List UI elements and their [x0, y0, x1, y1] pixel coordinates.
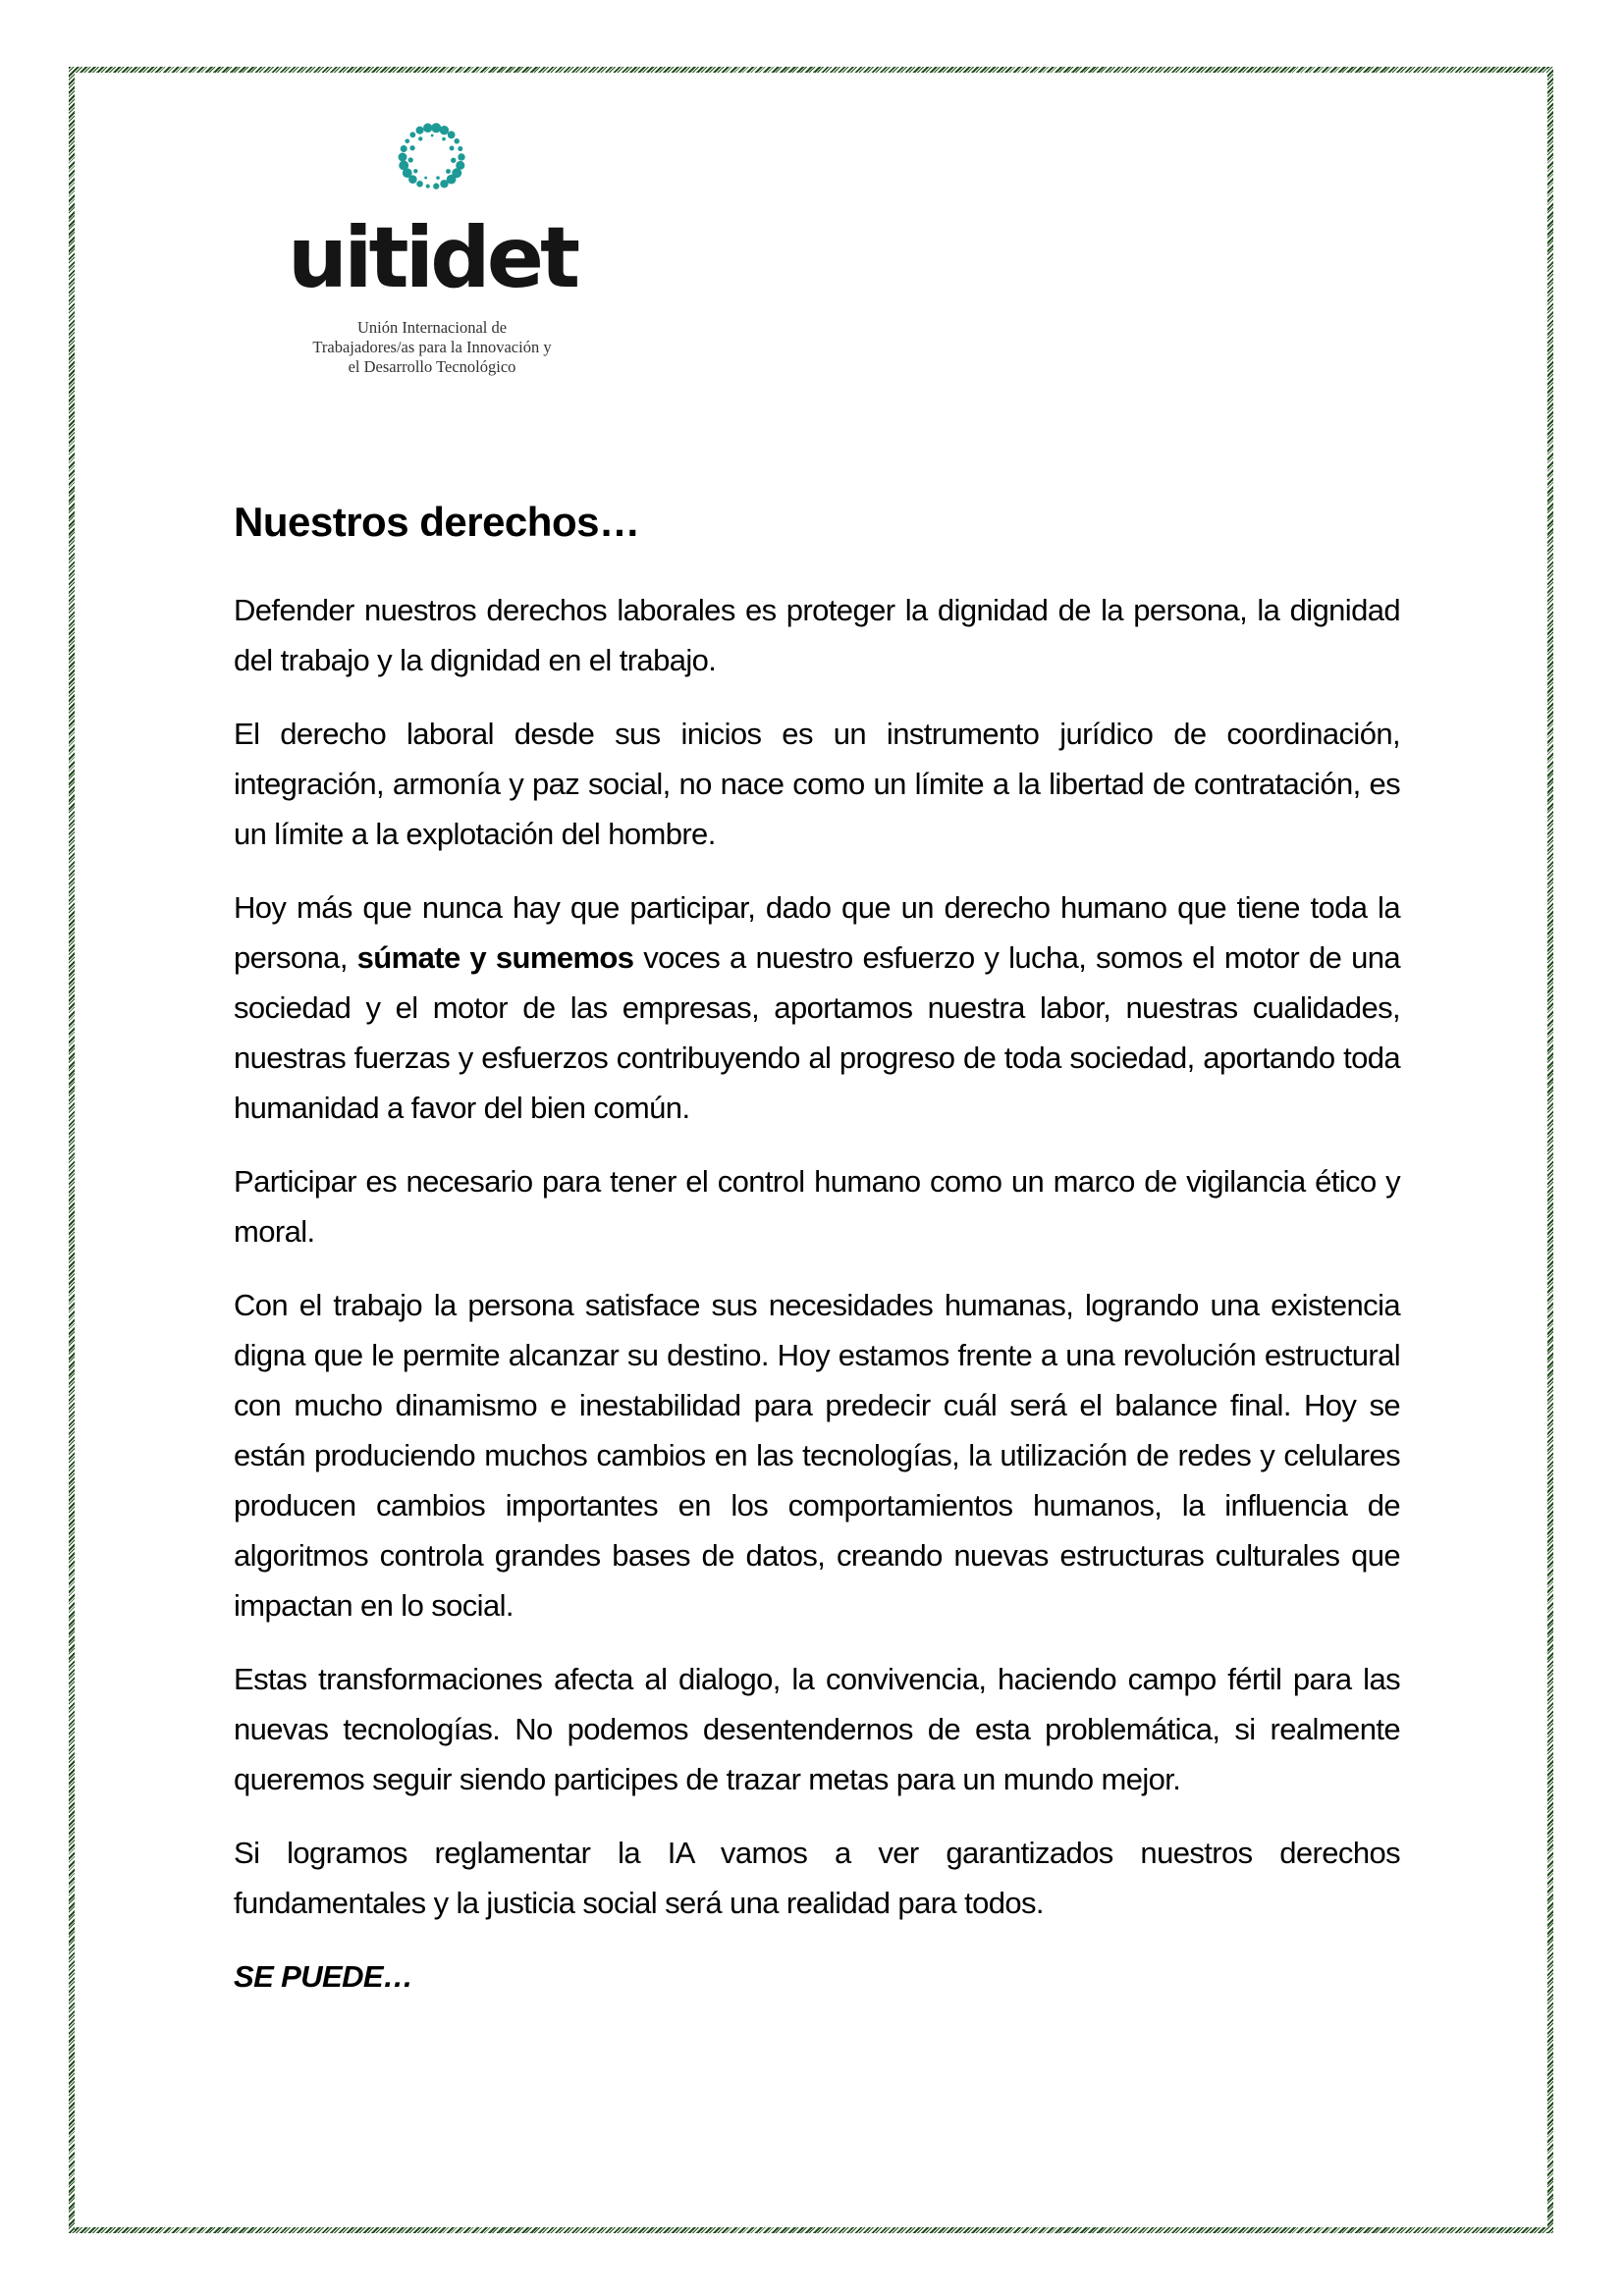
- document-body: [234, 499, 1400, 2025]
- logo-dot: [413, 169, 417, 173]
- logo-subtitle-line: Trabajadores/as para la Innovación y: [312, 338, 552, 356]
- logo-dot: [405, 138, 409, 143]
- paragraph: Participar es necesario para tener el control humano como un marco de vigilancia ético y moral.: [234, 1164, 1400, 1249]
- logo-dot: [401, 145, 407, 152]
- paragraph: El derecho laboral desde sus inicios es un instrumento jurídico de coordinación, integración, armonía y paz social, no nace como un límite a la libertad de contratación, es un límite a la explotación del hombre.: [234, 717, 1400, 851]
- logo-dot: [409, 145, 414, 150]
- paragraph: Estas transformaciones afecta al dialogo, la convivencia, haciendo campo fértil para las nuevas tecnologías. No podemos desentendernos de esta problemática, si realmente queremos seguir siendo participes de trazar metas para un mundo mejor.: [234, 1662, 1400, 1796]
- border-left: [69, 67, 75, 2233]
- paragraph: Con el trabajo la persona satisface sus necesidades humanas, logrando una existencia digna que le permite alcanzar su destino. Hoy estamos frente a una revolución estructural con mucho dinamismo e inestabilidad para predecir cuál será el balance final. Hoy se están produciendo muchos cambios en las tecnologías, la utilización de redes y celulares producen cambios importantes en los comportamientos humanos, la influencia de algoritmos controla grandes bases de datos, creando nuevas estructuras culturales que impactan en lo social.: [234, 1288, 1400, 1623]
- paragraph-text: Hoy más que nunca hay que participar, dado que un derecho humano que tiene toda la persona,: [234, 890, 1400, 975]
- dot-ring-logo-icon: [388, 118, 476, 196]
- logo-dot: [451, 158, 456, 163]
- logo-dot: [436, 176, 440, 180]
- logo-dot: [409, 132, 415, 137]
- logo-dot: [399, 153, 407, 162]
- logo-dot: [440, 126, 449, 134]
- logo-dot: [458, 146, 462, 151]
- logo-wordmark: uitidet: [287, 209, 577, 307]
- logo-dot: [418, 136, 422, 140]
- paragraph: Defender nuestros derechos laborales es proteger la dignidad de la persona, la dignidad del trabajo y la dignidad en el trabajo.: [234, 593, 1400, 677]
- logo-dot: [426, 185, 430, 188]
- paragraph: [234, 882, 1400, 1133]
- logo-subtitle-line: Unión Internacional de: [356, 318, 508, 337]
- closing-line: SE PUEDE…: [234, 1959, 413, 1994]
- uitidet-logo: [275, 118, 589, 377]
- logo-dot: [442, 137, 446, 141]
- logo-dot: [431, 123, 441, 133]
- document-title: Nuestros derechos…: [234, 499, 640, 545]
- logo-dot: [446, 169, 451, 174]
- emphasis-text: súmate y sumemos: [356, 940, 634, 975]
- border-top: [69, 67, 1553, 73]
- paragraph: Si logramos reglamentar la IA vamos a ver garantizados nuestros derechos fundamentales y la justicia social será una realidad para todos.: [234, 1836, 1400, 1920]
- logo-dot: [423, 124, 433, 133]
- logo-dot: [408, 157, 413, 162]
- paragraph-text: voces a nuestro esfuerzo y lucha, somos el motor de una sociedad y el motor de las empresas, aportamos nuestra labor, nuestras cualidades, nuestras fuerzas y esfuerzos contribuyendo al progreso de toda sociedad, aportando toda humanidad a favor del bien común.: [234, 940, 1400, 1125]
- logo-subtitle-line: el Desarrollo Tecnológico: [348, 357, 516, 376]
- logo-dot: [440, 180, 448, 187]
- logo-dot: [416, 127, 424, 134]
- logo-subtitle: [275, 318, 589, 377]
- logo-dot: [448, 131, 456, 138]
- border-bottom: [69, 2227, 1553, 2233]
- logo-dot: [424, 177, 427, 180]
- border-right: [1547, 67, 1553, 2233]
- logo-dot: [431, 134, 434, 137]
- logo-dot: [399, 160, 408, 170]
- logo-dot: [458, 153, 464, 160]
- logo-dot: [454, 138, 460, 144]
- logo-dot: [433, 184, 439, 189]
- logo-dot: [450, 146, 455, 151]
- logo-dot: [416, 181, 423, 187]
